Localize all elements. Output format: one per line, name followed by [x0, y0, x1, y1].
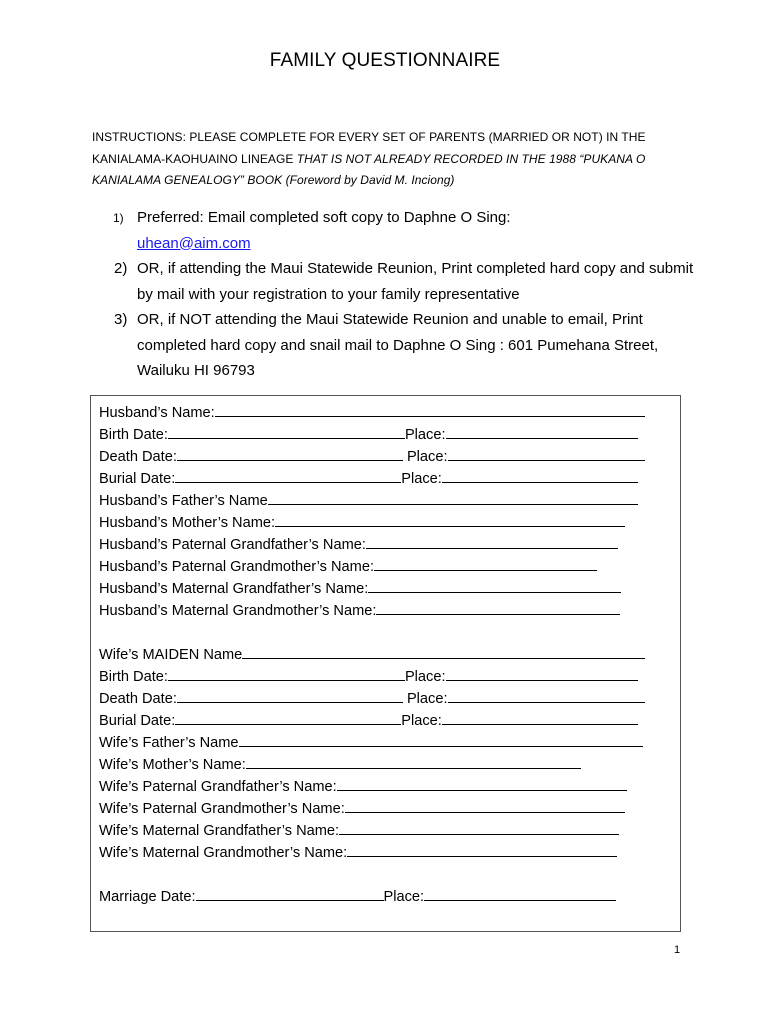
instructions-italic: THAT IS NOT ALREADY RECORDED IN THE 1988 “PUKANA O KANIALAMA GENEALOGY” BOOK (Foreword by David M. Inciong) — [92, 151, 646, 187]
step-text: OR, if NOT attending the Maui Statewide Reunion and unable to email, Print completed hard copy and snail mail to Daphne O Sing : 601 Pumehana Street, Wailuku HI 96793 — [137, 311, 659, 379]
wife-death-row — [99, 687, 645, 709]
wife-birth-place-field[interactable] — [446, 665, 638, 681]
marriage-place-field[interactable] — [424, 885, 616, 901]
page-number: 1 — [674, 944, 681, 956]
wife-burial-place-field[interactable] — [442, 709, 638, 725]
wife-pat-gf-field[interactable] — [337, 775, 627, 791]
husband-mat-gm-row — [99, 599, 620, 621]
husband-name-row — [99, 401, 645, 423]
field-label: Wife’s Maternal Grandmother’s Name: — [99, 845, 348, 861]
field-label: Husband’s Paternal Grandmother’s Name: — [99, 559, 374, 575]
husband-mother-row — [99, 511, 625, 533]
wife-birth-date-field[interactable] — [168, 665, 405, 681]
step-1 — [113, 205, 697, 256]
step-number: 3) — [114, 311, 128, 328]
step-text: Preferred: Email completed soft copy to Daphne O Sing: — [137, 209, 511, 226]
questionnaire-form — [90, 395, 681, 932]
field-label: Birth Date: — [99, 427, 168, 443]
husband-death-place-field[interactable] — [448, 445, 645, 461]
marriage-date-field[interactable] — [196, 885, 384, 901]
wife-pat-gf-row — [99, 775, 627, 797]
husband-death-date-field[interactable] — [177, 445, 403, 461]
step-2 — [114, 256, 697, 307]
wife-mother-field[interactable] — [246, 753, 581, 769]
husband-birth-place-field[interactable] — [446, 423, 638, 439]
wife-burial-row — [99, 709, 638, 731]
email-link[interactable]: uhean@aim.com — [137, 234, 251, 252]
field-label: Husband’s Father’s Name — [99, 493, 268, 509]
husband-burial-place-field[interactable] — [442, 467, 638, 483]
wife-maiden-name-field[interactable] — [242, 643, 645, 659]
field-label: Husband’s Maternal Grandmother’s Name: — [99, 603, 377, 619]
field-label: Death Date: — [99, 449, 177, 465]
field-label: Place: — [406, 691, 448, 707]
field-label: Place: — [401, 713, 442, 729]
field-label: Wife’s Maternal Grandfather’s Name: — [99, 823, 340, 839]
wife-maiden-row — [99, 643, 645, 665]
field-label: Husband’s Paternal Grandfather’s Name: — [99, 537, 366, 553]
wife-pat-gm-field[interactable] — [345, 797, 625, 813]
field-label: Place: — [404, 427, 446, 443]
field-label: Place: — [404, 669, 446, 685]
field-label: Place: — [401, 471, 442, 487]
field-label: Husband’s Maternal Grandfather’s Name: — [99, 581, 369, 597]
field-label: Place: — [383, 889, 425, 905]
husband-name-field[interactable] — [215, 401, 645, 417]
field-label: Wife’s Father’s Name — [99, 735, 239, 751]
wife-father-row — [99, 731, 643, 753]
field-label: Death Date: — [99, 691, 177, 707]
field-label: Place: — [406, 449, 448, 465]
field-label: Wife’s Paternal Grandfather’s Name: — [99, 779, 337, 795]
step-text: OR, if attending the Maui Statewide Reunion, Print completed hard copy and submit by mail with your registration to your family representative — [137, 260, 694, 303]
field-label: Birth Date: — [99, 669, 168, 685]
husband-death-row — [99, 445, 645, 467]
husband-birth-row — [99, 423, 638, 445]
field-label: Wife’s Mother’s Name: — [99, 757, 246, 773]
wife-mat-gm-row — [99, 841, 617, 863]
marriage-row — [99, 885, 616, 907]
husband-mother-field[interactable] — [275, 511, 625, 527]
husband-birth-date-field[interactable] — [168, 423, 405, 439]
wife-death-date-field[interactable] — [177, 687, 403, 703]
field-label: Marriage Date: — [99, 889, 196, 905]
instructions — [92, 127, 692, 192]
step-3 — [114, 307, 697, 384]
wife-father-field[interactable] — [239, 731, 643, 747]
field-label: Burial Date: — [99, 471, 176, 487]
husband-burial-date-field[interactable] — [175, 467, 401, 483]
wife-pat-gm-row — [99, 797, 625, 819]
husband-pat-gm-row — [99, 555, 597, 577]
page-title: FAMILY QUESTIONNAIRE — [269, 50, 501, 71]
husband-father-field[interactable] — [268, 489, 638, 505]
husband-mat-gm-field[interactable] — [376, 599, 620, 615]
husband-mat-gf-row — [99, 577, 621, 599]
field-label: Burial Date: — [99, 713, 176, 729]
field-label: Husband’s Mother’s Name: — [99, 515, 276, 531]
step-number: 2) — [114, 260, 128, 277]
instructions-plain: INSTRUCTIONS: PLEASE COMPLETE FOR EVERY SET OF PARENTS (MARRIED OR NOT) IN THE KANIALAMA-KAOHUAINO LINEAGE — [92, 130, 646, 166]
wife-mat-gf-field[interactable] — [339, 819, 619, 835]
wife-mat-gm-field[interactable] — [347, 841, 617, 857]
husband-burial-row — [99, 467, 638, 489]
wife-burial-date-field[interactable] — [175, 709, 401, 725]
field-label: Wife’s Paternal Grandmother’s Name: — [99, 801, 345, 817]
wife-mother-row — [99, 753, 581, 775]
wife-death-place-field[interactable] — [448, 687, 645, 703]
step-number: 1) — [113, 211, 124, 225]
field-label: Husband’s Name: — [99, 405, 215, 421]
husband-mat-gf-field[interactable] — [368, 577, 621, 593]
husband-pat-gf-row — [99, 533, 618, 555]
husband-pat-gf-field[interactable] — [366, 533, 618, 549]
husband-pat-gm-field[interactable] — [374, 555, 597, 571]
field-label: Wife’s MAIDEN Name — [99, 647, 243, 663]
wife-birth-row — [99, 665, 638, 687]
husband-father-row — [99, 489, 638, 511]
wife-mat-gf-row — [99, 819, 619, 841]
